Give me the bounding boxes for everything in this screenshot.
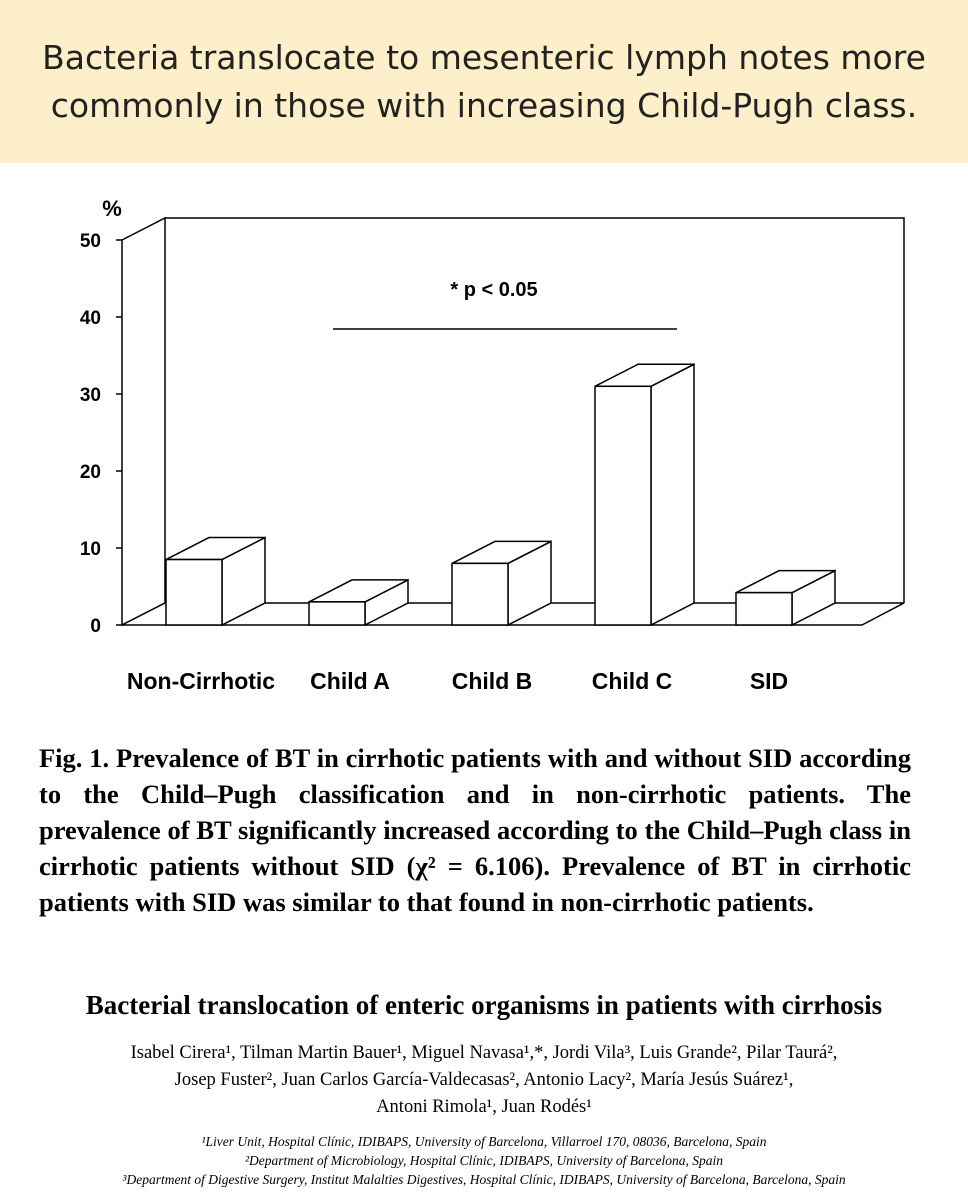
author-line: Isabel Cirera¹, Tilman Martin Bauer¹, Miguel Navasa¹,*, Jordi Vila³, Luis Grande², Pilar Taurá², <box>130 1043 838 1063</box>
bar-chart <box>0 175 968 720</box>
y-tick-label: 10 <box>79 539 101 560</box>
affiliation-list <box>0 1132 968 1189</box>
y-tick-label: 50 <box>79 231 101 252</box>
figure-caption: Fig. 1. Prevalence of BT in cirrhotic patients with and without SID according to the Child–Pugh classification and in non-cirrhotic patients. The prevalence of BT significantly increased according to the Child–Pugh class in cirrhotic patients without SID (χ² = 6.106). Prevalence of BT in cirrhotic patients with SID was similar to that found in non-cirrhotic patients. <box>39 743 911 917</box>
bar <box>309 602 365 625</box>
category-label: Child A <box>310 668 390 694</box>
paper-title: Bacterial translocation of enteric organisms in patients with cirrhosis <box>85 990 883 1020</box>
affiliation: ¹Liver Unit, Hospital Clínic, IDIBAPS, University of Barcelona, Villarroel 170, 08036, Barcelona, Spain <box>201 1134 767 1149</box>
author-line: Josep Fuster², Juan Carlos García-Valdecasas², Antonio Lacy², María Jesús Suárez¹, <box>174 1070 794 1090</box>
category-label: SID <box>749 668 789 694</box>
affiliation: ²Department of Microbiology, Hospital Clínic, IDIBAPS, University of Barcelona, Spain <box>244 1153 724 1168</box>
y-axis-label: % <box>102 196 122 221</box>
banner-text: Bacteria translocate to mesenteric lymph notes more commonly in those with increasing Child-Pugh class. <box>42 37 926 125</box>
y-tick-label: 0 <box>90 616 101 637</box>
category-label: Non-Cirrhotic <box>126 668 276 694</box>
title-banner <box>0 0 968 163</box>
bar <box>736 593 792 625</box>
y-tick-label: 40 <box>79 308 101 329</box>
author-list <box>20 1040 948 1121</box>
category-label: Child C <box>591 668 673 694</box>
bar-side <box>651 364 694 625</box>
affiliation: ³Department of Digestive Surgery, Institut Malalties Digestives, Hospital Clínic, IDIBAPS, University of Barcelona, Barcelona, Spain <box>122 1172 846 1187</box>
category-label: Child B <box>451 668 533 694</box>
bar <box>452 563 508 625</box>
bar <box>166 560 222 625</box>
y-tick-label: 30 <box>79 385 101 406</box>
y-tick-label: 20 <box>79 462 101 483</box>
author-line: Antoni Rimola¹, Juan Rodés¹ <box>376 1097 592 1117</box>
significance-annotation: * p < 0.05 <box>450 279 538 301</box>
bar <box>595 386 651 625</box>
chart-side-wall <box>122 218 165 625</box>
